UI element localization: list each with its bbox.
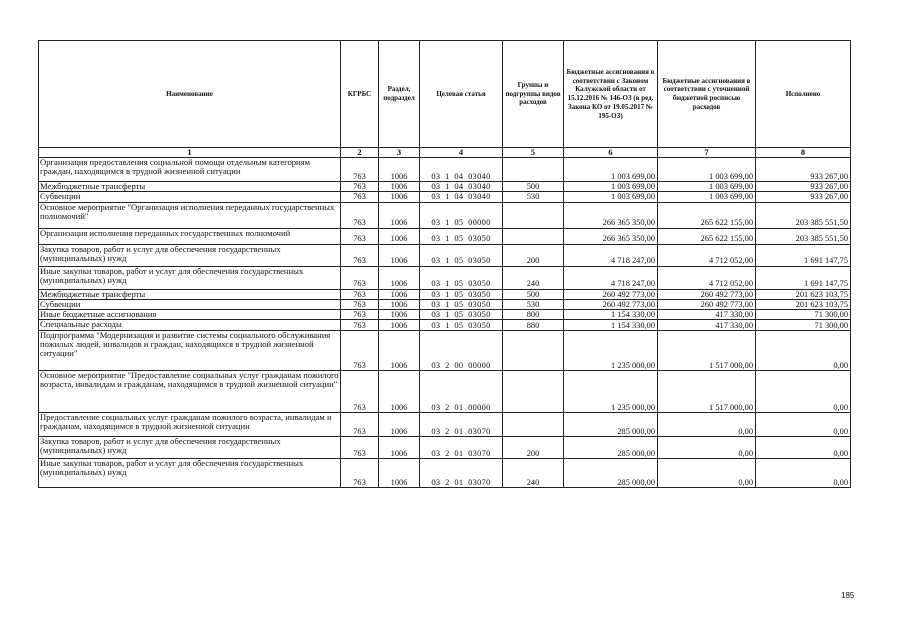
cell-executed: 0,00 — [756, 436, 851, 458]
cell-refined-budget: 1 003 699,00 — [658, 192, 756, 202]
cell-target-article: 03 2 01 03070 — [420, 436, 503, 458]
cell-executed: 201 623 103,75 — [756, 289, 851, 299]
cell-target-article: 03 2 01 03070 — [420, 412, 503, 436]
cell-target-article: 03 1 05 03050 — [420, 228, 503, 244]
column-number: 5 — [503, 148, 564, 158]
cell-name: Межбюджетные трансферты — [39, 289, 341, 299]
cell-name: Иные закупки товаров, работ и услуг для обеспечения государственных (муниципальных) нужд — [39, 266, 341, 289]
header-row — [39, 41, 851, 148]
cell-law-budget: 1 235 000,00 — [564, 330, 658, 370]
cell-target-article: 03 2 01 03070 — [420, 458, 503, 487]
cell-kgrbs: 763 — [341, 244, 379, 266]
column-number: 6 — [564, 148, 658, 158]
cell-executed: 203 385 551,50 — [756, 202, 851, 228]
cell-name: Организация исполнения переданных государственных полномочий — [39, 228, 341, 244]
cell-kgrbs: 763 — [341, 182, 379, 192]
cell-razdel: 1006 — [379, 299, 420, 309]
cell-expense-type: 240 — [503, 458, 564, 487]
cell-law-budget: 1 003 699,00 — [564, 158, 658, 182]
cell-executed: 0,00 — [756, 458, 851, 487]
column-number: 3 — [379, 148, 420, 158]
cell-name: Предоставление социальных услуг гражданам пожилого возраста, инвалидам и гражданам, находящимся в трудной жизненной ситуации — [39, 412, 341, 436]
header-law-budget: Бюджетные ассигнования в соответствии с Законом Калужской области от 15.12.2016 № 146-ОЗ (в ред. Закона КО от 19.05.2017 № 195-ОЗ) — [564, 41, 658, 148]
cell-kgrbs: 763 — [341, 330, 379, 370]
cell-kgrbs: 763 — [341, 202, 379, 228]
cell-name: Подпрограмма "Модернизация и развитие системы социального обслуживания пожилых людей, инвалидов и граждан, находящихся в трудной жизненной ситуации" — [39, 330, 341, 370]
cell-executed: 71 300,00 — [756, 320, 851, 330]
table-row — [39, 182, 851, 192]
cell-refined-budget: 1 003 699,00 — [658, 182, 756, 192]
cell-target-article: 03 1 04 03040 — [420, 192, 503, 202]
cell-razdel: 1006 — [379, 310, 420, 320]
budget-table — [38, 40, 851, 488]
header-executed: Исполнено — [756, 41, 851, 148]
table-row — [39, 266, 851, 289]
cell-law-budget: 266 365 350,00 — [564, 228, 658, 244]
cell-refined-budget: 1 003 699,00 — [658, 158, 756, 182]
cell-law-budget: 1 154 330,00 — [564, 310, 658, 320]
cell-kgrbs: 763 — [341, 458, 379, 487]
cell-refined-budget: 0,00 — [658, 412, 756, 436]
cell-expense-type: 240 — [503, 266, 564, 289]
cell-law-budget: 285 000,00 — [564, 458, 658, 487]
cell-target-article: 03 1 05 00000 — [420, 202, 503, 228]
cell-executed: 1 691 147,75 — [756, 266, 851, 289]
cell-kgrbs: 763 — [341, 192, 379, 202]
cell-razdel: 1006 — [379, 370, 420, 412]
cell-executed: 0,00 — [756, 330, 851, 370]
header-name: Наименование — [39, 41, 341, 148]
column-number: 2 — [341, 148, 379, 158]
cell-razdel: 1006 — [379, 158, 420, 182]
cell-expense-type: 200 — [503, 244, 564, 266]
cell-executed: 933 267,00 — [756, 192, 851, 202]
cell-law-budget: 1 003 699,00 — [564, 182, 658, 192]
cell-expense-type — [503, 202, 564, 228]
column-number: 8 — [756, 148, 851, 158]
cell-kgrbs: 763 — [341, 310, 379, 320]
cell-law-budget: 4 718 247,00 — [564, 244, 658, 266]
cell-law-budget: 1 154 330,00 — [564, 320, 658, 330]
table-body — [39, 158, 851, 488]
column-number: 4 — [420, 148, 503, 158]
cell-kgrbs: 763 — [341, 412, 379, 436]
cell-name: Закупка товаров, работ и услуг для обеспечения государственных (муниципальных) нужд — [39, 244, 341, 266]
table-row — [39, 192, 851, 202]
cell-expense-type — [503, 330, 564, 370]
table-row — [39, 202, 851, 228]
cell-executed: 933 267,00 — [756, 158, 851, 182]
table-row — [39, 244, 851, 266]
cell-executed: 1 691 147,75 — [756, 244, 851, 266]
table-row — [39, 289, 851, 299]
cell-kgrbs: 763 — [341, 370, 379, 412]
cell-law-budget: 260 492 773,00 — [564, 289, 658, 299]
cell-expense-type: 500 — [503, 182, 564, 192]
cell-target-article: 03 1 05 03050 — [420, 266, 503, 289]
cell-refined-budget: 1 517 000,00 — [658, 370, 756, 412]
cell-razdel: 1006 — [379, 458, 420, 487]
cell-name: Организация предоставления социальной помощи отдельным категориям граждан, находящимся в трудной жизненной ситуации — [39, 158, 341, 182]
cell-kgrbs: 763 — [341, 228, 379, 244]
cell-expense-type — [503, 228, 564, 244]
cell-executed: 0,00 — [756, 412, 851, 436]
cell-name: Специальные расходы — [39, 320, 341, 330]
table-row — [39, 228, 851, 244]
table-row — [39, 330, 851, 370]
cell-name: Иные бюджетные ассигнования — [39, 310, 341, 320]
cell-target-article: 03 1 05 03050 — [420, 299, 503, 309]
cell-name: Закупка товаров, работ и услуг для обеспечения государственных (муниципальных) нужд — [39, 436, 341, 458]
cell-razdel: 1006 — [379, 289, 420, 299]
cell-refined-budget: 0,00 — [658, 458, 756, 487]
cell-razdel: 1006 — [379, 436, 420, 458]
cell-razdel: 1006 — [379, 202, 420, 228]
cell-kgrbs: 763 — [341, 289, 379, 299]
header-target-article: Целевая статья — [420, 41, 503, 148]
column-number: 7 — [658, 148, 756, 158]
cell-razdel: 1006 — [379, 244, 420, 266]
cell-refined-budget: 4 712 052,00 — [658, 244, 756, 266]
cell-name: Основное мероприятие "Предоставление социальных услуг гражданам пожилого возраста, инвалидам и гражданам, находящимся в трудной жизненной ситуации" — [39, 370, 341, 412]
cell-refined-budget: 4 712 052,00 — [658, 266, 756, 289]
cell-kgrbs: 763 — [341, 320, 379, 330]
cell-executed: 203 385 551,50 — [756, 228, 851, 244]
cell-refined-budget: 1 517 000,00 — [658, 330, 756, 370]
cell-expense-type: 800 — [503, 310, 564, 320]
cell-name: Межбюджетные трансферты — [39, 182, 341, 192]
cell-executed: 933 267,00 — [756, 182, 851, 192]
page-number: 185 — [841, 591, 855, 600]
table-row — [39, 310, 851, 320]
cell-refined-budget: 417 330,00 — [658, 310, 756, 320]
cell-razdel: 1006 — [379, 192, 420, 202]
cell-target-article: 03 2 00 00000 — [420, 330, 503, 370]
cell-executed: 201 623 103,75 — [756, 299, 851, 309]
cell-expense-type: 530 — [503, 299, 564, 309]
table-row — [39, 320, 851, 330]
cell-razdel: 1006 — [379, 320, 420, 330]
cell-target-article: 03 1 05 03050 — [420, 310, 503, 320]
cell-razdel: 1006 — [379, 182, 420, 192]
header-expense-type: Группы и подгруппы видов расходов — [503, 41, 564, 148]
cell-law-budget: 260 492 773,00 — [564, 299, 658, 309]
cell-law-budget: 4 718 247,00 — [564, 266, 658, 289]
cell-target-article: 03 2 01 00000 — [420, 370, 503, 412]
cell-razdel: 1006 — [379, 266, 420, 289]
cell-razdel: 1006 — [379, 330, 420, 370]
cell-expense-type — [503, 412, 564, 436]
cell-expense-type: 200 — [503, 436, 564, 458]
cell-refined-budget: 265 622 155,00 — [658, 228, 756, 244]
header-kgrbs: КГРБС — [341, 41, 379, 148]
cell-law-budget: 285 000,00 — [564, 436, 658, 458]
table-row — [39, 299, 851, 309]
header-razdel: Раздел, подраздел — [379, 41, 420, 148]
cell-executed: 0,00 — [756, 370, 851, 412]
cell-expense-type: 880 — [503, 320, 564, 330]
cell-expense-type — [503, 158, 564, 182]
cell-kgrbs: 763 — [341, 158, 379, 182]
table-row — [39, 412, 851, 436]
table-row — [39, 370, 851, 412]
cell-refined-budget: 260 492 773,00 — [658, 299, 756, 309]
cell-law-budget: 1 003 699,00 — [564, 192, 658, 202]
cell-law-budget: 1 235 000,00 — [564, 370, 658, 412]
cell-target-article: 03 1 05 03050 — [420, 244, 503, 266]
cell-name: Субвенции — [39, 299, 341, 309]
cell-name: Субвенции — [39, 192, 341, 202]
cell-name: Иные закупки товаров, работ и услуг для обеспечения государственных (муниципальных) нужд — [39, 458, 341, 487]
cell-law-budget: 266 365 350,00 — [564, 202, 658, 228]
cell-refined-budget: 417 330,00 — [658, 320, 756, 330]
cell-kgrbs: 763 — [341, 266, 379, 289]
cell-expense-type: 500 — [503, 289, 564, 299]
cell-executed: 71 300,00 — [756, 310, 851, 320]
cell-kgrbs: 763 — [341, 299, 379, 309]
cell-target-article: 03 1 04 03040 — [420, 158, 503, 182]
cell-refined-budget: 0,00 — [658, 436, 756, 458]
cell-target-article: 03 1 04 03040 — [420, 182, 503, 192]
table-row — [39, 158, 851, 182]
budget-report-sheet — [38, 40, 850, 488]
cell-expense-type: 530 — [503, 192, 564, 202]
cell-target-article: 03 1 05 03050 — [420, 289, 503, 299]
cell-expense-type — [503, 370, 564, 412]
cell-razdel: 1006 — [379, 412, 420, 436]
header-refined-budget: Бюджетные ассигнования в соответствии с уточненной бюджетной росписью расходов — [658, 41, 756, 148]
table-row — [39, 458, 851, 487]
column-number: 1 — [39, 148, 341, 158]
cell-law-budget: 285 000,00 — [564, 412, 658, 436]
cell-kgrbs: 763 — [341, 436, 379, 458]
cell-razdel: 1006 — [379, 228, 420, 244]
cell-refined-budget: 265 622 155,00 — [658, 202, 756, 228]
column-number-row — [39, 148, 851, 158]
table-row — [39, 436, 851, 458]
cell-refined-budget: 260 492 773,00 — [658, 289, 756, 299]
cell-target-article: 03 1 05 03050 — [420, 320, 503, 330]
cell-name: Основное мероприятие "Организация исполнения переданных государственных полномочий" — [39, 202, 341, 228]
